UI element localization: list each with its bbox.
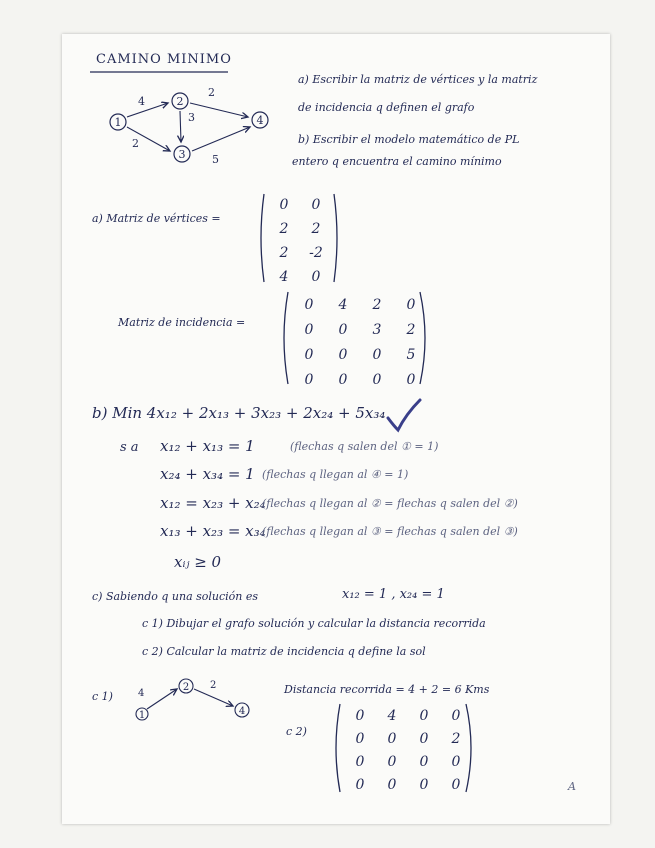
constraint-1-note: (flechas q salen del ① = 1) (290, 440, 439, 453)
c1-label: c 1) (92, 690, 113, 703)
check-mark-icon (384, 396, 424, 436)
incidence-matrix: 0 4 2 0 0 0 3 2 0 0 0 5 0 0 0 0 (304, 296, 416, 388)
svg-text:2: 2 (182, 682, 190, 693)
c2-label: c 2) (286, 725, 307, 738)
svg-text:1: 1 (114, 116, 122, 129)
instruction-b-line1: b) Escribir el modelo matemático de PL (298, 133, 520, 146)
vertices-matrix-label: a) Matriz de vértices = (92, 212, 221, 225)
constraint-3: x₁₂ = x₂₃ + x₂₄ (160, 494, 266, 512)
weight-2-3: 3 (188, 111, 195, 124)
instruction-b-line2: entero q encuentra el camino mínimo (292, 155, 502, 168)
weight-3-4: 5 (212, 153, 219, 166)
title-underline (90, 70, 230, 74)
svg-text:4: 4 (256, 114, 264, 127)
incidence-matrix-label: Matriz de incidencia = (118, 316, 246, 329)
constraint-2: x₂₄ + x₃₄ = 1 (160, 465, 255, 483)
graph-diagram (100, 85, 280, 175)
constraint-4: x₁₃ + x₂₃ = x₃₄ (160, 522, 266, 540)
svg-text:4: 4 (238, 706, 246, 717)
constraint-1: x₁₂ + x₁₃ = 1 (160, 437, 255, 455)
graph-node-4 (252, 112, 268, 128)
weight-1-2: 4 (138, 95, 145, 108)
graph-node-2 (172, 93, 188, 109)
part-c1-text: c 1) Dibujar el grafo solución y calcular la distancia recorrida (142, 617, 486, 630)
edge-2-4 (190, 103, 248, 117)
part-c-solution: x₁₂ = 1 , x₂₄ = 1 (342, 587, 445, 602)
c2-incidence-matrix: 0 4 0 0 0 0 0 2 0 0 0 0 0 0 0 0 (355, 707, 461, 793)
solution-edge-1-2 (147, 689, 177, 709)
nonnegativity-constraint: xᵢⱼ ≥ 0 (174, 553, 222, 571)
solution-edge-2-4 (194, 689, 233, 706)
solution-node-1 (136, 708, 148, 721)
graph-node-3 (174, 146, 190, 162)
svg-text:3: 3 (178, 148, 186, 161)
constraint-2-note: (flechas q llegan al ④ = 1) (262, 468, 409, 481)
part-c2-text: c 2) Calcular la matriz de incidencia q define la sol (142, 645, 426, 658)
solution-weight-2-4: 2 (210, 680, 217, 691)
instruction-a-line1: a) Escribir la matriz de vértices y la matriz (298, 73, 538, 86)
part-c-intro: c) Sabiendo q una solución es (92, 590, 259, 603)
solution-graph (130, 674, 260, 726)
svg-text:2: 2 (176, 95, 184, 108)
constraint-4-note: (flechas q llegan al ③ = flechas q salen del ③) (262, 525, 518, 538)
graph-node-1 (110, 114, 126, 130)
subject-to-label: s a (120, 440, 139, 455)
vertices-matrix: 0 0 2 2 2 -2 4 0 (279, 197, 323, 285)
edge-2-3 (180, 111, 181, 142)
weight-1-3: 2 (132, 137, 139, 150)
page-number: A (568, 780, 576, 793)
constraint-3-note: (flechas q llegan al ② = flechas q salen del ②) (262, 497, 518, 510)
instruction-a-line2: de incidencia q definen el grafo (298, 101, 475, 114)
svg-text:1: 1 (138, 710, 146, 721)
distance-result: Distancia recorrida = 4 + 2 = 6 Kms (284, 683, 490, 696)
page-title: CAMINO MINIMO (96, 52, 232, 67)
weight-2-4: 2 (208, 86, 215, 99)
solution-node-2 (179, 679, 193, 693)
edge-1-2 (127, 103, 168, 117)
objective-function: b) Min 4x₁₂ + 2x₁₃ + 3x₂₃ + 2x₂₄ + 5x₃₄ (92, 404, 386, 422)
solution-weight-1-2: 4 (138, 688, 145, 699)
edge-3-4 (192, 127, 250, 151)
solution-node-4 (235, 703, 249, 717)
